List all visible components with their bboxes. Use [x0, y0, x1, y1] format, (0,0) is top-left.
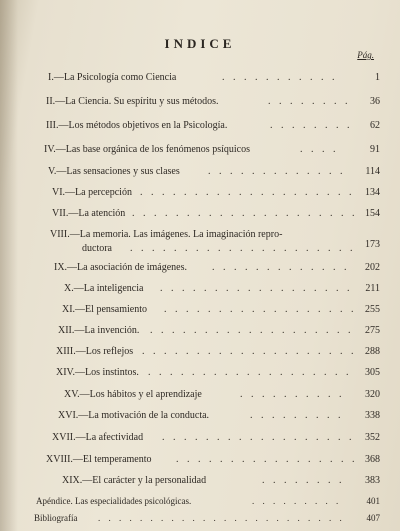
toc-entry-page: 134 [365, 187, 380, 198]
toc-entry-page: 320 [365, 389, 380, 400]
toc-entry [0, 96, 400, 110]
toc-leader-dots: . . . . . . . . . . . . . . . . . . . [150, 325, 354, 336]
toc-entry-page: 202 [365, 262, 380, 273]
toc-entry [0, 120, 400, 134]
toc-leader-dots: . . . . . . . . [268, 96, 351, 107]
toc-leader-dots: . . . . . . . . . . . . . . . . . . . . . . . . [98, 513, 345, 523]
page-column-header: Pág. [357, 50, 374, 60]
toc-entry-label: XVII.—La afectividad [52, 432, 144, 443]
toc-entry-page: 407 [366, 513, 380, 523]
toc-entry-label: I.—La Psicología como Ciencia [48, 72, 177, 83]
toc-leader-dots: . . . . . . . . . . . . . . . . . . [164, 304, 357, 315]
toc-entry-label: XI.—El pensamiento [62, 304, 147, 315]
toc-entry [0, 346, 400, 360]
toc-entry-label: II.—La Ciencia. Su espíritu y sus métodos. [46, 96, 219, 107]
toc-entry-page: 383 [365, 475, 380, 486]
toc-entry-label: VII.—La atención [52, 208, 126, 219]
toc-leader-dots: . . . . . . . . . [252, 496, 342, 506]
toc-entry [0, 513, 400, 527]
toc-entry [0, 367, 400, 381]
toc-entry-label: XIII.—Los reflejos [56, 346, 134, 357]
toc-leader-dots: . . . . . . . . . [250, 410, 344, 421]
toc-entry-page: 275 [365, 325, 380, 336]
toc-entry [0, 496, 400, 510]
toc-entry-label: XVIII.—El temperamento [46, 454, 152, 465]
toc-entry-page: 91 [370, 144, 380, 155]
toc-leader-dots: . . . . . . . . [262, 475, 345, 486]
toc-entry-page: 154 [365, 208, 380, 219]
toc-entry-page: 368 [365, 454, 380, 465]
toc-entry [0, 475, 400, 489]
toc-entry-label: XV.—Los hábitos y el aprendizaje [64, 389, 202, 400]
toc-entry-label: IX.—La asociación de imágenes. [54, 262, 188, 273]
toc-leader-dots: . . . . [300, 144, 339, 155]
toc-entry-page: 114 [365, 166, 380, 177]
toc-leader-dots: . . . . . . . . . . . [222, 72, 338, 83]
toc-entry [0, 389, 400, 403]
toc-leader-dots: . . . . . . . . . . . . . [208, 166, 346, 177]
toc-leader-dots: . . . . . . . . . . . . . . . . . . . . [140, 187, 355, 198]
toc-leader-dots: . . . . . . . . . . . . . . . . . . . [148, 367, 352, 378]
toc-entry-label: X.—La inteligencia [64, 283, 144, 294]
toc-leader-dots: . . . . . . . . . . . . . . . . . [176, 454, 358, 465]
toc-entry [0, 325, 400, 339]
toc-leader-dots: . . . . . . . . . . . . . [212, 262, 350, 273]
toc-leader-dots: . . . . . . . . . . [240, 389, 345, 400]
toc-entry-page: 401 [366, 496, 380, 506]
toc-leader-dots: . . . . . . . . [270, 120, 353, 131]
toc-entry [0, 144, 400, 158]
toc-entry-label: XIV.—Los instintos. [56, 367, 139, 378]
toc-entry-page: 288 [365, 346, 380, 357]
toc-entry [0, 187, 400, 201]
toc-entry-page: 352 [365, 432, 380, 443]
toc-entry-page: 255 [365, 304, 380, 315]
toc-leader-dots: . . . . . . . . . . . . . . . . . . [162, 432, 355, 443]
toc-entry [0, 432, 400, 446]
toc-entry-label: V.—Las sensaciones y sus clases [48, 166, 180, 177]
toc-entry [0, 72, 400, 86]
toc-entry-label: VIII.—La memoria. Las imágenes. La imaginación repro- [50, 229, 283, 240]
toc-entry [0, 304, 400, 318]
toc-entry-label-continuation: ductora [82, 243, 112, 254]
toc-leader-dots: . . . . . . . . . . . . . . . . . . . . . [132, 208, 358, 219]
toc-entry-page: 62 [370, 120, 380, 131]
toc-entry-label: Bibliografía [34, 513, 78, 523]
toc-entry-label: III.—Los métodos objetivos en la Psicología. [46, 120, 228, 131]
toc-entry-label: Apéndice. Las especialidades psicológicas. [36, 496, 192, 506]
toc-entry-page: 305 [365, 367, 380, 378]
toc-entry [0, 208, 400, 222]
toc-entry-page: 36 [370, 96, 380, 107]
toc-entry [0, 166, 400, 180]
toc-entry-label: XIX.—El carácter y la personalidad [62, 475, 207, 486]
toc-entry [0, 262, 400, 276]
toc-entry-page: 1 [375, 72, 380, 83]
toc-entry [0, 454, 400, 468]
toc-leader-dots: . . . . . . . . . . . . . . . . . . [160, 283, 353, 294]
toc-entry-page: 211 [365, 283, 380, 294]
toc-entry-label: XII.—La invención. [58, 325, 140, 336]
toc-entry-label: VI.—La percepción [52, 187, 132, 198]
toc-entry-page: 173 [365, 239, 380, 250]
toc-leader-dots: . . . . . . . . . . . . . . . . . . . . . [130, 243, 356, 254]
toc-leader-dots: . . . . . . . . . . . . . . . . . . . . [142, 346, 357, 357]
toc-entry [0, 283, 400, 297]
toc-entry-label: IV.—Las base orgánica de los fenómenos psíquicos [44, 144, 250, 155]
toc-entry [0, 229, 400, 259]
page-title: INDICE [164, 36, 236, 51]
toc-entry [0, 410, 400, 424]
toc-entry-page: 338 [365, 410, 380, 421]
toc-entry-label: XVI.—La motivación de la conducta. [58, 410, 210, 421]
